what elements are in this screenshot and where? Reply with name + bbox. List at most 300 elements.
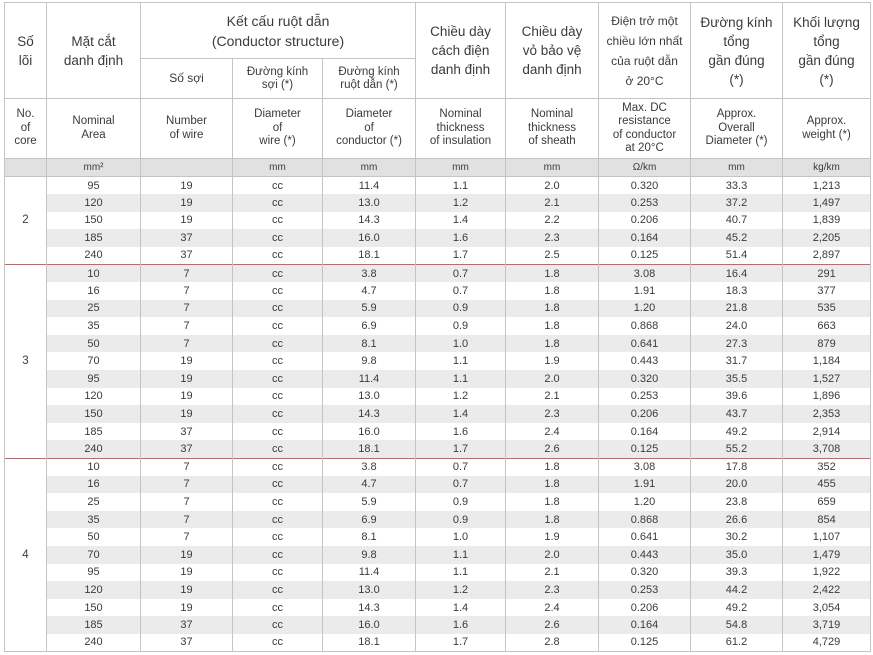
cell-weight: 1,479 [783, 546, 871, 564]
cell-num-wire: 37 [141, 616, 233, 634]
cell-sheath: 1.8 [506, 476, 599, 494]
cell-area: 10 [47, 458, 141, 476]
header-row-english [5, 99, 871, 159]
header-overall-dia-vi: Đường kính tổng gần đúng (*) [691, 3, 783, 99]
cell-dia-wire: cc [233, 493, 323, 511]
cell-resistance: 0.320 [599, 370, 691, 388]
unit-overall-dia: mm [691, 159, 783, 177]
unit-core [5, 159, 47, 177]
cell-overall-dia: 35.0 [691, 546, 783, 564]
cell-insulation: 1.1 [416, 546, 506, 564]
header-resistance-en: Max. DC resistance of conductor at 20°C [599, 99, 691, 159]
cell-sheath: 1.8 [506, 493, 599, 511]
cell-resistance: 1.91 [599, 476, 691, 494]
cell-insulation: 1.2 [416, 581, 506, 599]
table-row [5, 423, 871, 441]
cell-insulation: 1.6 [416, 229, 506, 247]
unit-resistance: Ω/km [599, 159, 691, 177]
header-area-en: Nominal Area [47, 99, 141, 159]
cell-dia-conductor: 4.7 [323, 282, 416, 300]
cell-overall-dia: 21.8 [691, 300, 783, 318]
cell-weight: 1,896 [783, 388, 871, 406]
cell-overall-dia: 49.2 [691, 423, 783, 441]
cell-dia-wire: cc [233, 370, 323, 388]
cell-num-wire: 19 [141, 352, 233, 370]
header-num-wire-vi: Số sợi [141, 59, 233, 99]
table-body [5, 177, 871, 652]
cell-insulation: 1.4 [416, 599, 506, 617]
cell-weight: 3,054 [783, 599, 871, 617]
cell-sheath: 2.4 [506, 423, 599, 441]
cell-area: 120 [47, 388, 141, 406]
cell-overall-dia: 44.2 [691, 581, 783, 599]
cell-dia-conductor: 11.4 [323, 370, 416, 388]
cell-dia-wire: cc [233, 511, 323, 529]
header-weight-vi: Khối lượng tổng gần đúng (*) [783, 3, 871, 99]
cell-resistance: 0.320 [599, 177, 691, 195]
unit-dia-conductor: mm [323, 159, 416, 177]
table-row [5, 194, 871, 212]
units-row [5, 159, 871, 177]
unit-num-wire [141, 159, 233, 177]
cell-weight: 2,205 [783, 229, 871, 247]
cell-overall-dia: 24.0 [691, 317, 783, 335]
cell-dia-wire: cc [233, 352, 323, 370]
cell-weight: 1,184 [783, 352, 871, 370]
cell-sheath: 2.1 [506, 194, 599, 212]
cell-dia-wire: cc [233, 528, 323, 546]
header-dia-wire-vi: Đường kính sợi (*) [233, 59, 323, 99]
cell-overall-dia: 23.8 [691, 493, 783, 511]
header-num-wire-en: Number of wire [141, 99, 233, 159]
table-row [5, 247, 871, 265]
cell-insulation: 0.9 [416, 493, 506, 511]
cell-num-wire: 7 [141, 300, 233, 318]
cell-dia-conductor: 3.8 [323, 458, 416, 476]
cell-dia-wire: cc [233, 264, 323, 282]
cell-resistance: 0.253 [599, 194, 691, 212]
cell-sheath: 1.8 [506, 300, 599, 318]
cell-dia-conductor: 16.0 [323, 229, 416, 247]
cell-dia-wire: cc [233, 581, 323, 599]
cell-dia-conductor: 16.0 [323, 616, 416, 634]
table-header [5, 3, 871, 177]
cell-sheath: 1.8 [506, 317, 599, 335]
cell-num-wire: 19 [141, 581, 233, 599]
cell-insulation: 0.9 [416, 317, 506, 335]
cell-sheath: 1.8 [506, 458, 599, 476]
cell-overall-dia: 35.5 [691, 370, 783, 388]
cell-area: 10 [47, 264, 141, 282]
cable-spec-table [4, 2, 871, 652]
cell-dia-conductor: 9.8 [323, 352, 416, 370]
cell-insulation: 1.1 [416, 370, 506, 388]
unit-area: mm² [47, 159, 141, 177]
cell-sheath: 2.2 [506, 212, 599, 230]
table-row [5, 493, 871, 511]
cell-resistance: 0.443 [599, 546, 691, 564]
cell-weight: 291 [783, 264, 871, 282]
cell-area: 35 [47, 317, 141, 335]
cell-dia-conductor: 6.9 [323, 511, 416, 529]
cell-insulation: 1.1 [416, 177, 506, 195]
cell-area: 185 [47, 616, 141, 634]
cell-dia-wire: cc [233, 335, 323, 353]
cell-weight: 3,719 [783, 616, 871, 634]
cell-weight: 663 [783, 317, 871, 335]
cell-sheath: 1.8 [506, 511, 599, 529]
cell-resistance: 3.08 [599, 458, 691, 476]
cell-insulation: 1.2 [416, 388, 506, 406]
cell-insulation: 1.0 [416, 335, 506, 353]
header-sheath-en: Nominal thickness of sheath [506, 99, 599, 159]
cell-insulation: 1.7 [416, 247, 506, 265]
cell-dia-conductor: 18.1 [323, 247, 416, 265]
table-row [5, 440, 871, 458]
unit-dia-wire: mm [233, 159, 323, 177]
header-resistance-vi: Điện trở một chiều lớn nhất của ruột dẫn ở 20°C [599, 3, 691, 99]
cell-overall-dia: 33.3 [691, 177, 783, 195]
cell-sheath: 2.6 [506, 616, 599, 634]
cell-weight: 659 [783, 493, 871, 511]
cell-overall-dia: 39.6 [691, 388, 783, 406]
cell-dia-conductor: 14.3 [323, 212, 416, 230]
cell-sheath: 2.0 [506, 546, 599, 564]
cell-area: 120 [47, 194, 141, 212]
cell-num-wire: 37 [141, 423, 233, 441]
cell-area: 150 [47, 405, 141, 423]
cell-resistance: 0.125 [599, 634, 691, 652]
core-count-cell: 3 [5, 264, 47, 458]
table-row [5, 317, 871, 335]
cell-resistance: 0.164 [599, 423, 691, 441]
cell-weight: 4,729 [783, 634, 871, 652]
cell-insulation: 0.7 [416, 264, 506, 282]
cell-weight: 1,107 [783, 528, 871, 546]
table-row [5, 388, 871, 406]
cell-dia-wire: cc [233, 476, 323, 494]
cell-num-wire: 37 [141, 440, 233, 458]
cell-weight: 2,422 [783, 581, 871, 599]
cell-area: 95 [47, 564, 141, 582]
cell-resistance: 0.320 [599, 564, 691, 582]
cell-weight: 1,213 [783, 177, 871, 195]
cell-weight: 2,353 [783, 405, 871, 423]
cell-insulation: 1.0 [416, 528, 506, 546]
cell-num-wire: 7 [141, 493, 233, 511]
cell-area: 95 [47, 370, 141, 388]
cell-overall-dia: 16.4 [691, 264, 783, 282]
cell-insulation: 1.2 [416, 194, 506, 212]
cell-weight: 3,708 [783, 440, 871, 458]
cell-sheath: 1.9 [506, 352, 599, 370]
cell-area: 150 [47, 212, 141, 230]
cell-dia-conductor: 11.4 [323, 564, 416, 582]
header-dia-conductor-en: Diameter of conductor (*) [323, 99, 416, 159]
cell-sheath: 2.5 [506, 247, 599, 265]
header-dia-conductor-vi: Đường kính ruột dẫn (*) [323, 59, 416, 99]
cell-resistance: 0.206 [599, 599, 691, 617]
cell-num-wire: 19 [141, 177, 233, 195]
header-insulation-en: Nominal thickness of insulation [416, 99, 506, 159]
header-row-vietnamese [5, 3, 871, 59]
unit-sheath: mm [506, 159, 599, 177]
cell-sheath: 2.8 [506, 634, 599, 652]
cell-insulation: 0.9 [416, 511, 506, 529]
cell-overall-dia: 37.2 [691, 194, 783, 212]
cell-sheath: 2.4 [506, 599, 599, 617]
cell-overall-dia: 31.7 [691, 352, 783, 370]
cell-resistance: 0.206 [599, 405, 691, 423]
cell-dia-wire: cc [233, 388, 323, 406]
cell-overall-dia: 20.0 [691, 476, 783, 494]
cell-insulation: 1.7 [416, 440, 506, 458]
cell-overall-dia: 39.3 [691, 564, 783, 582]
cell-resistance: 0.641 [599, 528, 691, 546]
cell-area: 240 [47, 440, 141, 458]
cell-sheath: 2.3 [506, 229, 599, 247]
cell-dia-conductor: 16.0 [323, 423, 416, 441]
header-area-vi: Mặt cắt danh định [47, 3, 141, 99]
cell-weight: 2,897 [783, 247, 871, 265]
cell-insulation: 0.7 [416, 458, 506, 476]
cell-weight: 1,527 [783, 370, 871, 388]
cell-resistance: 0.253 [599, 581, 691, 599]
cell-area: 150 [47, 599, 141, 617]
cell-resistance: 1.20 [599, 493, 691, 511]
cell-weight: 1,922 [783, 564, 871, 582]
cell-insulation: 1.6 [416, 616, 506, 634]
cell-area: 70 [47, 352, 141, 370]
cell-area: 95 [47, 177, 141, 195]
table-row [5, 352, 871, 370]
cell-area: 16 [47, 476, 141, 494]
cell-area: 185 [47, 229, 141, 247]
cell-area: 25 [47, 493, 141, 511]
core-count-cell: 2 [5, 177, 47, 265]
cell-dia-conductor: 11.4 [323, 177, 416, 195]
table-row [5, 581, 871, 599]
header-core-vi: Số lõi [5, 3, 47, 99]
cell-weight: 2,914 [783, 423, 871, 441]
cell-dia-wire: cc [233, 634, 323, 652]
cell-dia-conductor: 18.1 [323, 440, 416, 458]
cell-num-wire: 37 [141, 247, 233, 265]
cell-resistance: 1.91 [599, 282, 691, 300]
cell-weight: 879 [783, 335, 871, 353]
cell-resistance: 0.206 [599, 212, 691, 230]
cell-num-wire: 7 [141, 458, 233, 476]
cell-sheath: 1.8 [506, 335, 599, 353]
cell-sheath: 2.0 [506, 370, 599, 388]
core-count-cell: 4 [5, 458, 47, 652]
cell-num-wire: 7 [141, 264, 233, 282]
cell-dia-conductor: 14.3 [323, 405, 416, 423]
cell-overall-dia: 45.2 [691, 229, 783, 247]
cell-resistance: 0.443 [599, 352, 691, 370]
cell-dia-conductor: 5.9 [323, 493, 416, 511]
cell-area: 35 [47, 511, 141, 529]
cell-overall-dia: 30.2 [691, 528, 783, 546]
cell-overall-dia: 26.6 [691, 511, 783, 529]
cell-dia-wire: cc [233, 177, 323, 195]
cell-dia-conductor: 18.1 [323, 634, 416, 652]
cell-dia-conductor: 8.1 [323, 335, 416, 353]
cell-dia-wire: cc [233, 317, 323, 335]
table-row [5, 476, 871, 494]
cell-weight: 455 [783, 476, 871, 494]
table-row [5, 546, 871, 564]
unit-weight: kg/km [783, 159, 871, 177]
cell-dia-conductor: 6.9 [323, 317, 416, 335]
cell-area: 25 [47, 300, 141, 318]
cell-insulation: 1.6 [416, 423, 506, 441]
cell-insulation: 1.1 [416, 352, 506, 370]
cell-area: 185 [47, 423, 141, 441]
cell-dia-wire: cc [233, 247, 323, 265]
cell-sheath: 2.3 [506, 405, 599, 423]
cell-area: 240 [47, 247, 141, 265]
cell-weight: 377 [783, 282, 871, 300]
table-row [5, 405, 871, 423]
cell-dia-conductor: 14.3 [323, 599, 416, 617]
cell-num-wire: 7 [141, 317, 233, 335]
cell-dia-conductor: 5.9 [323, 300, 416, 318]
table-row [5, 528, 871, 546]
table-row [5, 282, 871, 300]
header-sheath-vi: Chiều dày vỏ bảo vệ danh định [506, 3, 599, 99]
cell-insulation: 1.4 [416, 212, 506, 230]
cell-weight: 352 [783, 458, 871, 476]
header-conductor-structure: Kết cấu ruột dẫn (Conductor structure) [141, 3, 416, 59]
cell-num-wire: 7 [141, 282, 233, 300]
cell-num-wire: 19 [141, 599, 233, 617]
cell-insulation: 0.9 [416, 300, 506, 318]
cell-overall-dia: 40.7 [691, 212, 783, 230]
cell-area: 50 [47, 528, 141, 546]
cell-resistance: 0.125 [599, 247, 691, 265]
cell-overall-dia: 49.2 [691, 599, 783, 617]
cell-resistance: 0.164 [599, 616, 691, 634]
cell-resistance: 1.20 [599, 300, 691, 318]
cell-dia-wire: cc [233, 300, 323, 318]
cell-sheath: 1.8 [506, 264, 599, 282]
cell-sheath: 2.0 [506, 177, 599, 195]
cell-sheath: 2.1 [506, 564, 599, 582]
cell-num-wire: 19 [141, 370, 233, 388]
cell-resistance: 0.164 [599, 229, 691, 247]
cell-weight: 535 [783, 300, 871, 318]
cell-resistance: 0.868 [599, 317, 691, 335]
cell-resistance: 0.125 [599, 440, 691, 458]
header-dia-wire-en: Diameter of wire (*) [233, 99, 323, 159]
cell-num-wire: 19 [141, 405, 233, 423]
header-core-en: No. of core [5, 99, 47, 159]
cell-dia-wire: cc [233, 194, 323, 212]
header-weight-en: Approx. weight (*) [783, 99, 871, 159]
cell-dia-wire: cc [233, 212, 323, 230]
cell-num-wire: 7 [141, 511, 233, 529]
cell-dia-conductor: 8.1 [323, 528, 416, 546]
cell-sheath: 1.9 [506, 528, 599, 546]
header-overall-dia-en: Approx. Overall Diameter (*) [691, 99, 783, 159]
table-row [5, 370, 871, 388]
cell-overall-dia: 17.8 [691, 458, 783, 476]
cell-overall-dia: 54.8 [691, 616, 783, 634]
table-row [5, 177, 871, 195]
cell-num-wire: 7 [141, 528, 233, 546]
cell-num-wire: 37 [141, 229, 233, 247]
cell-sheath: 2.1 [506, 388, 599, 406]
cell-dia-wire: cc [233, 616, 323, 634]
cell-overall-dia: 55.2 [691, 440, 783, 458]
table-row [5, 634, 871, 652]
cell-overall-dia: 27.3 [691, 335, 783, 353]
cell-num-wire: 7 [141, 335, 233, 353]
cell-dia-wire: cc [233, 564, 323, 582]
cell-dia-wire: cc [233, 282, 323, 300]
cell-dia-wire: cc [233, 229, 323, 247]
table-row [5, 599, 871, 617]
cell-weight: 854 [783, 511, 871, 529]
cell-overall-dia: 43.7 [691, 405, 783, 423]
table-row [5, 264, 871, 282]
table-row [5, 300, 871, 318]
cell-overall-dia: 61.2 [691, 634, 783, 652]
cell-num-wire: 7 [141, 476, 233, 494]
cell-sheath: 2.6 [506, 440, 599, 458]
cell-area: 240 [47, 634, 141, 652]
cell-dia-conductor: 13.0 [323, 388, 416, 406]
cell-resistance: 3.08 [599, 264, 691, 282]
table-row [5, 511, 871, 529]
cell-sheath: 2.3 [506, 581, 599, 599]
cell-num-wire: 19 [141, 546, 233, 564]
cell-weight: 1,497 [783, 194, 871, 212]
cell-dia-wire: cc [233, 599, 323, 617]
cell-dia-conductor: 13.0 [323, 194, 416, 212]
cell-overall-dia: 51.4 [691, 247, 783, 265]
table-row [5, 335, 871, 353]
cell-dia-wire: cc [233, 423, 323, 441]
cell-dia-conductor: 4.7 [323, 476, 416, 494]
header-insulation-vi: Chiều dày cách điện danh định [416, 3, 506, 99]
cell-insulation: 0.7 [416, 476, 506, 494]
cell-num-wire: 37 [141, 634, 233, 652]
cell-weight: 1,839 [783, 212, 871, 230]
cell-num-wire: 19 [141, 564, 233, 582]
table-row [5, 616, 871, 634]
cell-resistance: 0.253 [599, 388, 691, 406]
table-row [5, 458, 871, 476]
cell-insulation: 1.7 [416, 634, 506, 652]
cell-dia-wire: cc [233, 405, 323, 423]
cell-insulation: 0.7 [416, 282, 506, 300]
cell-insulation: 1.1 [416, 564, 506, 582]
cell-dia-wire: cc [233, 458, 323, 476]
cell-insulation: 1.4 [416, 405, 506, 423]
cell-area: 120 [47, 581, 141, 599]
cell-dia-wire: cc [233, 440, 323, 458]
cell-resistance: 0.641 [599, 335, 691, 353]
cell-num-wire: 19 [141, 388, 233, 406]
cell-sheath: 1.8 [506, 282, 599, 300]
cell-dia-conductor: 9.8 [323, 546, 416, 564]
table-row [5, 212, 871, 230]
cell-dia-wire: cc [233, 546, 323, 564]
cell-area: 50 [47, 335, 141, 353]
unit-insulation: mm [416, 159, 506, 177]
